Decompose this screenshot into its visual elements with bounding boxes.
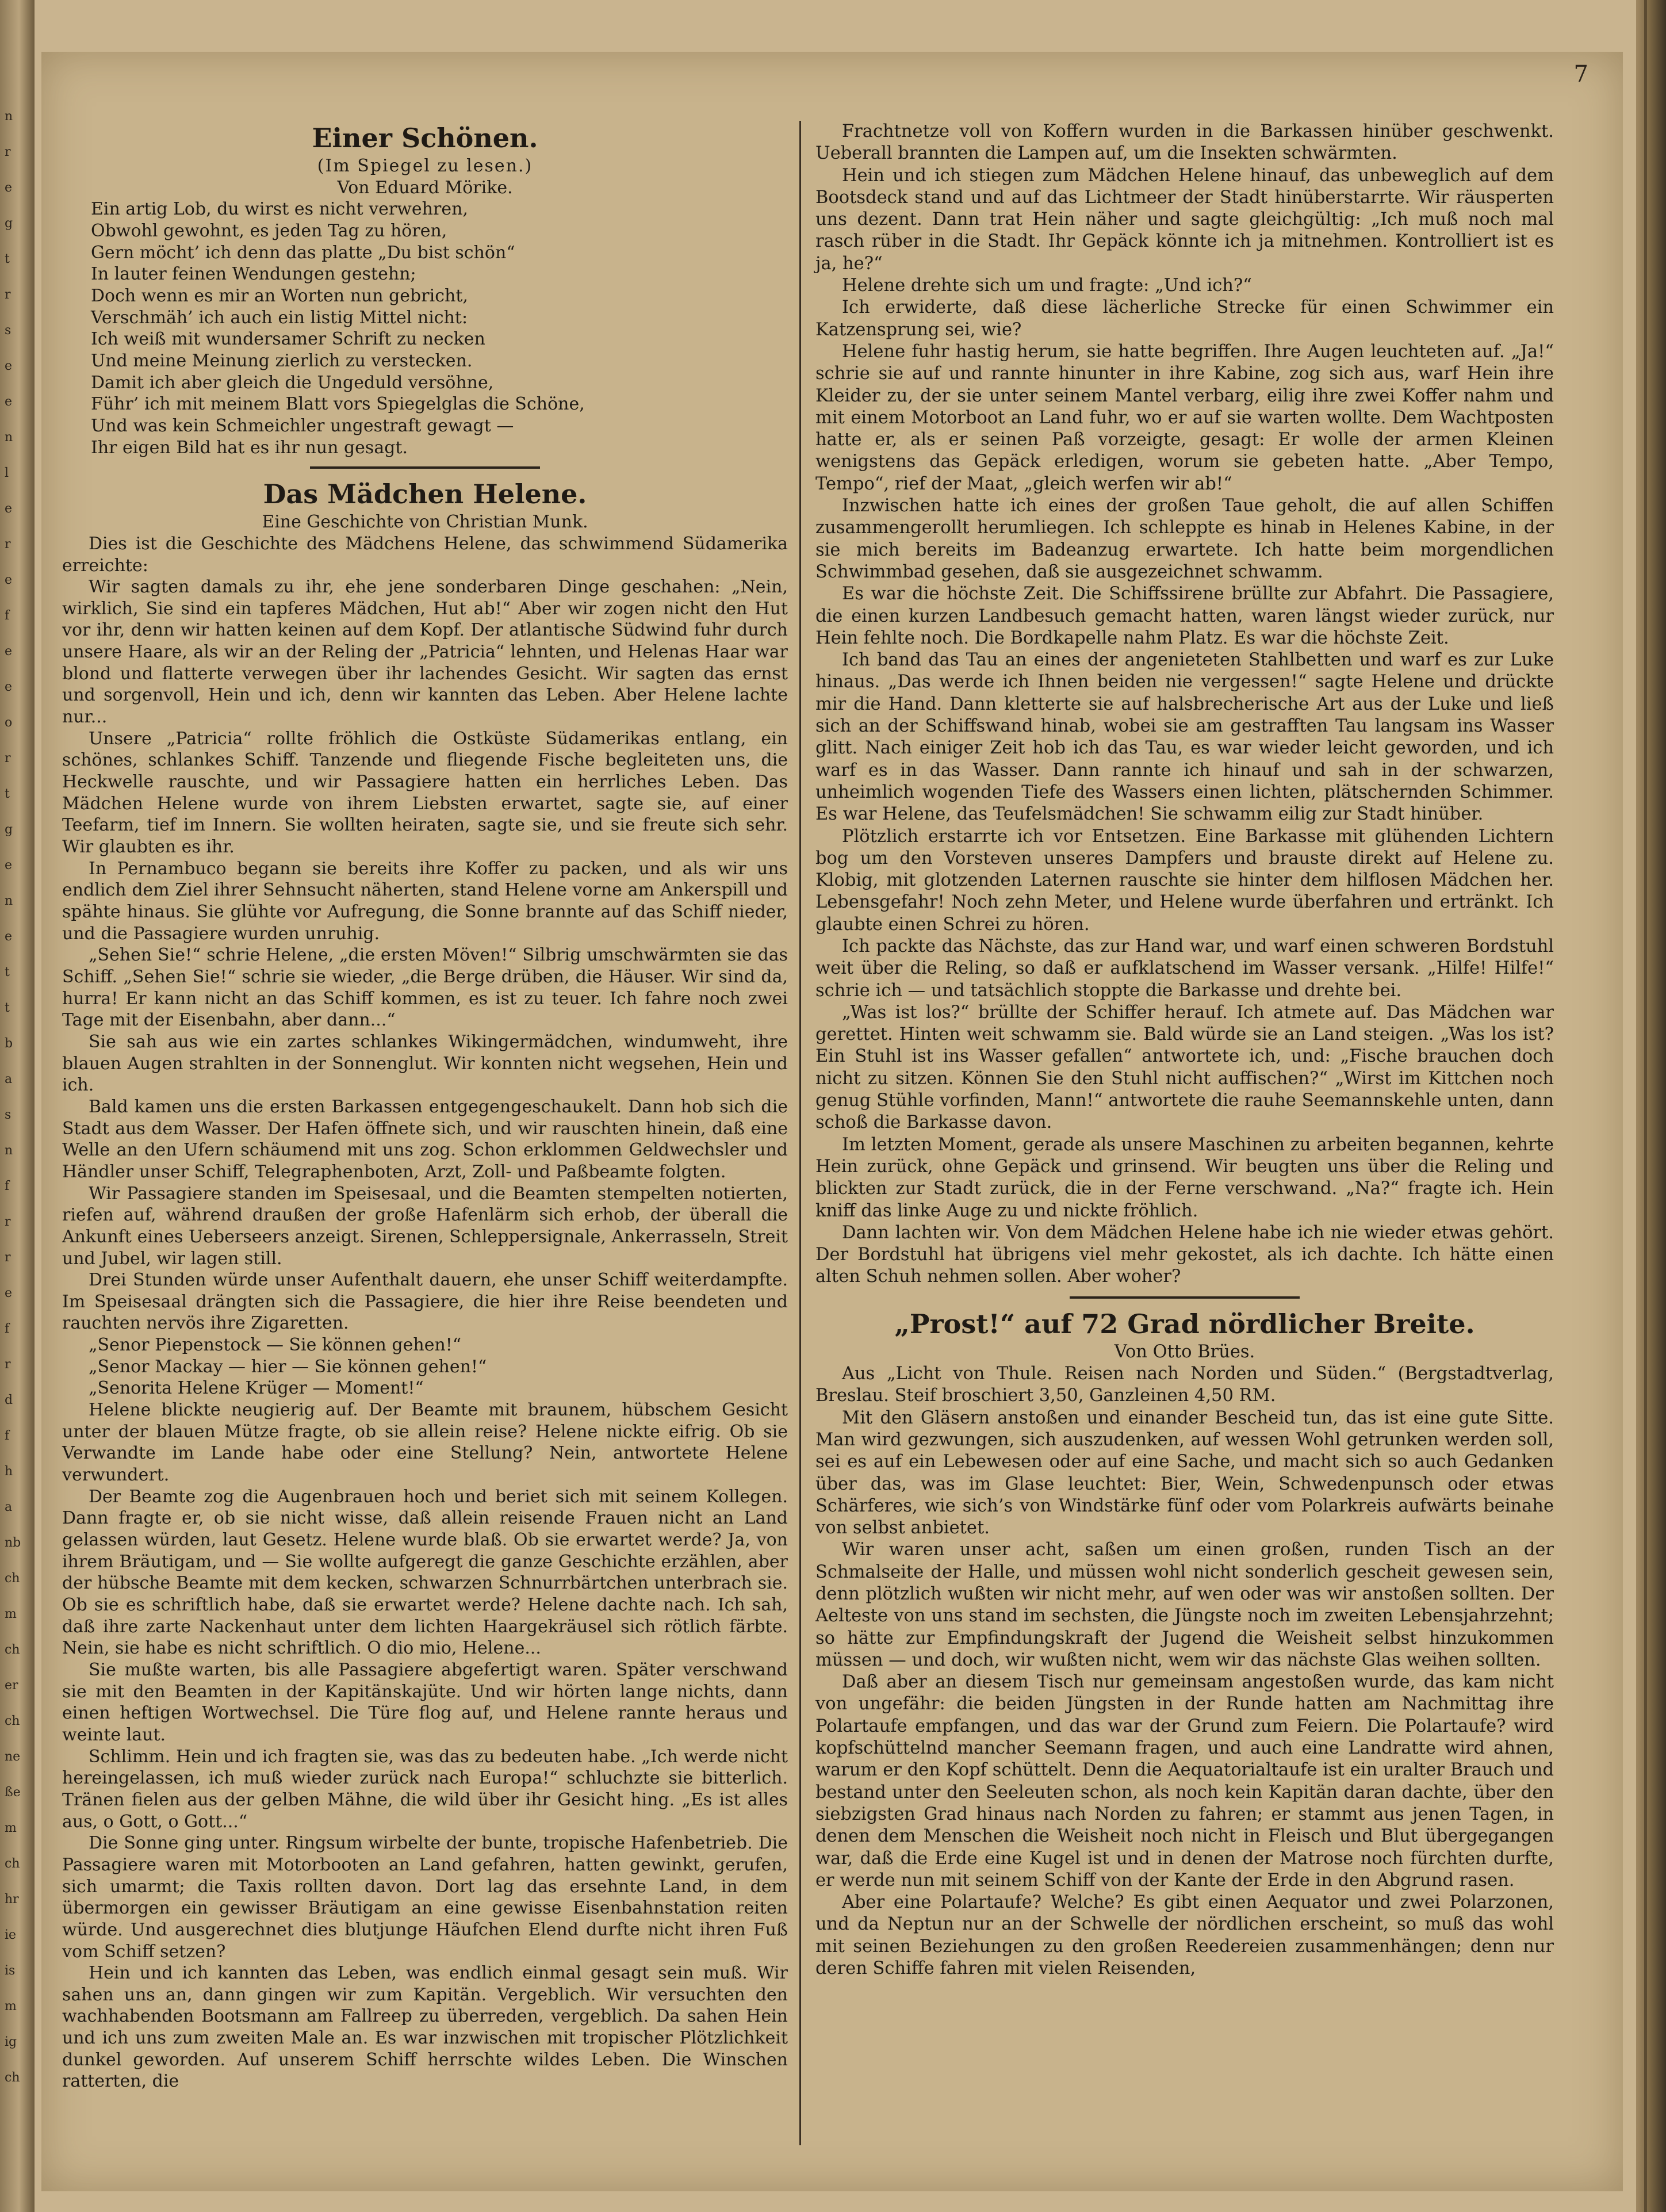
poem-line: Doch wenn es mir an Worten nun gebricht, <box>91 285 468 306</box>
story-paragraph: „Senorita Helene Krüger — Moment!“ <box>89 1378 424 1399</box>
left-column <box>62 121 788 2092</box>
story-text-left <box>62 533 788 2092</box>
previous-page-fragment: b <box>5 1036 13 1051</box>
previous-page-fragment: a <box>5 1072 13 1086</box>
previous-page-fragment: ie <box>5 1928 17 1942</box>
previous-page-fragment: m <box>5 1999 17 2014</box>
poem-line: In lauter feinen Wendungen gestehn; <box>91 264 416 285</box>
previous-page-fragment: e <box>5 181 13 195</box>
previous-page-fragment: ig <box>5 2035 17 2049</box>
page-number: 7 <box>1573 61 1588 87</box>
previous-page-fragment: g <box>5 216 13 231</box>
poem-line: Ein artig Lob, du wirst es nicht verwehren, <box>91 199 468 220</box>
previous-page-fragment: d <box>5 1393 13 1407</box>
poem-lines <box>62 198 788 458</box>
story-paragraph: Plötzlich erstarrte ich vor Entsetzen. Eine Barkasse mit glühenden Lichtern bog um den Vorsteven unseres Dampfers und brauste direkt auf Helene zu. Klobig, mit glotzenden Laternen rauschte sie hinter dem hilflosen Mädchen her. Lebensgefahr! Noch zehn Meter, und Helene wurde überfahren und ertränkt. Ich glaubte einen Schrei zu hören. <box>815 826 1554 935</box>
previous-page-fragment: ne <box>5 1750 21 1764</box>
story-paragraph: Inzwischen hatte ich eines der großen Taue geholt, die auf allen Schiffen zusammengerollt herumliegen. Ich schleppte es hinab in Helenes Kabine, in der sie mich bereits im Badeanzug erwartete. Ich hatte beim morgendlichen Schwimmbad gesehen, daß sie ausgezeichnet schwamm. <box>815 496 1554 582</box>
previous-page-edge <box>0 0 35 2212</box>
previous-page-fragment: r <box>5 1215 11 1229</box>
previous-page-fragment: m <box>5 1821 17 1835</box>
previous-page-fragment: s <box>5 323 12 338</box>
story-paragraph: Helene drehte sich um und fragte: „Und ich?“ <box>842 275 1252 296</box>
story-paragraph: Ich band das Tau an eines der angenieteten Stahlbetten und warf es zur Luke hinaus. „Das werde ich Ihnen beiden nie vergessen!“ sagte Helene und drückte mir die Hand. Dann kletterte sie auf halsbrecherische Art aus der Luke und ließ sich an der Schiffswand hinab, wobei sie am gestrafften Tau langsam ins Wasser glitt. Nach einiger Zeit hob ich das Tau, es war wieder leicht geworden, und ich warf es in das Wasser. Dann rannte ich hinauf und sah in der schwarzen, unheimlich wogenden Tiefe des Wassers einen lichten, plätschernden Schimmer. Es war Helene, das Teufelsmädchen! Sie schwamm eilig zur Stadt hinüber. <box>815 650 1554 825</box>
previous-page-fragment: ch <box>5 1571 20 1586</box>
previous-page-fragment: er <box>5 1678 18 1693</box>
previous-page-fragment: m <box>5 1607 17 1621</box>
right-column <box>815 121 1554 1980</box>
poem-title: Einer Schönen. <box>312 123 538 154</box>
story-paragraph: Ich packte das Nächste, das zur Hand war, und warf einen schweren Bordstuhl weit über die Reling, so daß er aufklatschend im Wasser versank. „Hilfe! Hilfe!“ schrie ich — und tatsächlich stoppte die Barkasse und drehte bei. <box>815 936 1554 1001</box>
section-rule <box>310 466 540 469</box>
previous-page-fragment: a <box>5 1500 13 1514</box>
previous-page-fragment: e <box>5 359 13 373</box>
poem-line: Und was kein Schmeichler ungestraft gewagt — <box>91 415 514 436</box>
previous-page-fragment: t <box>5 787 10 801</box>
previous-page-fragment: e <box>5 644 13 659</box>
poem <box>62 121 788 458</box>
story-title: Das Mädchen Helene. <box>263 479 587 510</box>
previous-page-fragment: e <box>5 858 13 872</box>
previous-page-fragment: f <box>5 1179 10 1193</box>
previous-page-fragment: n <box>5 109 13 124</box>
previous-page-fragment: t <box>5 1001 10 1015</box>
previous-page-fragment: e <box>5 395 13 409</box>
previous-page-fragment: nb <box>5 1536 21 1550</box>
previous-page-fragment: r <box>5 537 11 552</box>
poem-line: Ihr eigen Bild hat es ihr nun gesagt. <box>91 437 408 458</box>
story-paragraph: „Senor Piepenstock — Sie können gehen!“ <box>89 1335 462 1356</box>
story-paragraph: Ich erwiderte, daß diese lächerliche Strecke für einen Schwimmer ein Katzensprung sei, wie? <box>815 297 1554 340</box>
previous-page-fragment: e <box>5 929 13 944</box>
previous-page-fragment: hr <box>5 1892 19 1907</box>
previous-page-fragment: e <box>5 502 13 516</box>
previous-page-fragment: s <box>5 1108 12 1122</box>
previous-page-fragment: ch <box>5 1857 20 1871</box>
poem-line: Führ’ ich mit meinem Blatt vors Spiegelglas die Schöne, <box>91 394 585 415</box>
story-paragraph: Im letzten Moment, gerade als unsere Maschinen zu arbeiten begannen, kehrte Hein zurück, ohne Gepäck und grinsend. Wir beugten uns über die Reling und blickten zur Stadt zurück, die in der Ferne verschwand. „Na?“ fragte ich. Hein kniff das linke Auge zu und nickte fröhlich. <box>815 1134 1554 1221</box>
story-paragraph: Dann lachten wir. Von dem Mädchen Helene habe ich nie wieder etwas gehört. Der Bordstuhl hat übrigens viel mehr gekostet, als ich dachte. Ich hätte einen alten Schuh nehmen sollen. Aber woher? <box>815 1222 1554 1287</box>
story-paragraph: Bald kamen uns die ersten Barkassen entgegengeschaukelt. Dann hob sich die Stadt aus dem Wasser. Der Hafen öffnete sich, und wir rauschten hinein, daß eine Welle an den Ufern schäumend mit uns zog. Schon erklommen Geldwechsler und Händler unser Schiff, Telegraphenboten, Arzt, Zoll- und Paßbeamte folgten. <box>62 1096 788 1182</box>
story-paragraph: Sie mußte warten, bis alle Passagiere abgefertigt waren. Später verschwand sie mit den Beamten in der Kapitänskajüte. Und wir hörten lange nichts, dann einen heftigen Wortwechsel. Die Türe flog auf, und Helene rannte heraus und weinte laut. <box>62 1659 788 1745</box>
poem-line: Gern möcht’ ich denn das platte „Du bist schön“ <box>91 242 515 263</box>
article-byline: Von Otto Brües. <box>1114 1341 1255 1362</box>
story-paragraph: „Sehen Sie!“ schrie Helene, „die ersten Möven!“ Silbrig umschwärmten sie das Schiff. „Sehen Sie!“ schrie sie wieder, „die Berge drüben, die Häuser. Wir sind da, hurra! Er kann nicht an das Schiff kommen, es ist zu teuer. Ich fahre noch zwei Tage mit der Eisenbahn, aber dann...“ <box>62 945 788 1031</box>
poem-line: Verschmäh’ ich auch ein listig Mittel nicht: <box>91 307 468 328</box>
newspaper-page <box>41 52 1623 2191</box>
previous-page-fragment: ch <box>5 1643 20 1657</box>
story-paragraph: Helene fuhr hastig herum, sie hatte begriffen. Ihre Augen leuchteten auf. „Ja!“ schrie sie auf und rannte hinunter in ihre Kabine, zog sich aus, warf Hein ihre Kleider zu, der sie unter seinem Mantel verbarg, eilig ihre zwei Koffer nahm und mit einem Motorboot an Land fuhr, wo er auf sie warten wollte. Dem Wachtposten hatte er, als er seinen Paß vorzeigte, gesagt: Er wolle der armen Kleinen wenigstens das Gepäck erledigen, worum sie gebeten hatte. „Aber Tempo, Tempo“, rief der Maat, „gleich werfen wir ab!“ <box>815 341 1554 494</box>
previous-page-fragment: e <box>5 1286 13 1300</box>
article-paragraph: Daß aber an diesem Tisch nur gemeinsam angestoßen wurde, das kam nicht von ungefähr: die beiden Jüngsten in der Runde hatten am Nachmittag ihre Polartaufe empfangen, und das war der Grund zum Feiern. Die Polartaufe? wird kopfschüttelnd mancher Seemann fragen, und auch eine Landratte wird ahnen, warum er den Kopf schüttelt. Denn die Aequatorialtaufe ist ein uralter Brauch und bestand unter den Seeleuten schon, als noch kein Kapitän daran dachte, über den siebzigsten Grad hinaus nach Norden zu fahren; er stammt aus jenen Tagen, in denen dem Menschen die Weisheit noch nicht in Fleisch und Blut übergegangen war, daß die Erde eine Kugel ist und in denen der Matrose noch fürchten durfte, er werde nun mit seinem Schiff von der Kante der Erde in den Abgrund rasen. <box>815 1672 1554 1890</box>
previous-page-fragment: ch <box>5 2071 20 2085</box>
previous-page-fragment: h <box>5 1464 13 1479</box>
article-paragraph: Wir waren unser acht, saßen um einen großen, runden Tisch an der Schmalseite der Halle, und müssen wohl nicht sonderlich gescheit gewesen sein, denn plötzlich wußten wir nicht mehr, auf wen oder was wir anstoßen sollten. Der Aelteste von uns stand im sechsten, die Jüngste noch im zweiten Lebensjahrzehnt; so hätte zur Empfindungskraft der Jugend die Weisheit selbst hinzukommen müssen — und doch, wir wußten nicht, wem wir das nächste Glas weihen sollten. <box>815 1540 1554 1670</box>
story-paragraph: Der Beamte zog die Augenbrauen hoch und beriet sich mit seinem Kollegen. Dann fragte er, ob sie nicht wisse, daß allein reisende Frauen nicht an Land gelassen würden, laut Gesetz. Helene wurde blaß. Ob sie erwartet werde? Ja, von ihrem Bräutigam, und — Sie wollte aufgeregt die ganze Geschichte erzählen, aber der hübsche Beamte mit dem kecken, schwarzen Schnurrbärtchen unterbrach sie. Ob sie es schriftlich habe, daß sie erwartet werde? Helene dachte nach. Ich sah, daß ihre zarte Nackenhaut unter dem lichten Haargekräusel sich rötlich färbte. Nein, sie habe es nicht schriftlich. O dio mio, Helene... <box>62 1486 788 1659</box>
article-title: „Prost!“ auf 72 Grad nördlicher Breite. <box>894 1308 1475 1340</box>
previous-page-fragment: e <box>5 680 13 694</box>
poem-line: Ich weiß mit wundersamer Schrift zu necken <box>91 329 485 350</box>
previous-page-fragment: n <box>5 894 13 908</box>
previous-page-fragment: r <box>5 288 11 302</box>
story-paragraph: Wir Passagiere standen im Speisesaal, und die Beamten stempelten notierten, riefen auf, während draußen der große Hafenlärm sich erhob, der überall die Ankunft eines Ueberseers anzeigt. Sirenen, Schleppersignale, Ankerrasseln, Streit und Jubel, wir lagen still. <box>62 1183 788 1269</box>
poem-byline: Von Eduard Mörike. <box>337 177 513 198</box>
article-paragraph: Aber eine Polartaufe? Welche? Es gibt einen Aequator und zwei Polarzonen, und da Neptun nur an der Schwelle der nördlichen erscheint, so muß das wohl mit seinen Beziehungen zu den großen Reedereien zusammenhängen; denn nur deren Schiffe fahren mit vielen Reisenden, <box>815 1892 1554 1979</box>
story-byline: Eine Geschichte von Christian Munk. <box>262 512 588 533</box>
poem-line: Obwohl gewohnt, es jeden Tag zu hören, <box>91 220 447 241</box>
book-spine-edge <box>1636 0 1666 2212</box>
story-paragraph: Schlimm. Hein und ich fragten sie, was das zu bedeuten habe. „Ich werde nicht hereingelassen, ich muß wieder zurück nach Europa!“ schluchzte sie bitterlich. Tränen fielen aus der gelben Mähne, die wild über ihr Gesicht hing. „Es ist alles aus, o Gott, o Gott...“ <box>62 1746 788 1832</box>
previous-page-fragment: ch <box>5 1714 20 1728</box>
story-paragraph: Hein und ich stiegen zum Mädchen Helene hinauf, das unbeweglich auf dem Bootsdeck stand und auf das Lichtmeer der Stadt hinüberstarrte. Wir räusperten uns dezent. Dann trat Hein näher und sagte gleichgültig: „Ich muß noch mal rasch rüber in die Stadt. Ihr Gepäck könnte ich ja mitnehmen. Kontrolliert ist es ja, he?“ <box>815 165 1554 274</box>
story-paragraph: In Pernambuco begann sie bereits ihre Koffer zu packen, und als wir uns endlich dem Ziel ihrer Sehnsucht näherten, stand Helene vorne am Ankerspill und spähte hinaus. Sie glühte vor Aufregung, die Sonne brannte auf das Schiff nieder, und die Passagiere wurden unruhig. <box>62 858 788 944</box>
column-divider <box>799 121 801 2145</box>
previous-page-fragment: r <box>5 1357 11 1372</box>
previous-page-fragment: e <box>5 573 13 587</box>
previous-page-fragment: f <box>5 1429 10 1443</box>
story-paragraph: Helene blickte neugierig auf. Der Beamte mit braunem, hübschem Gesicht unter der blauen Mütze fragte, ob sie allein reise? Helene nickte eifrig. Ob sie Verwandte im Lande habe oder eine Stellung? Nein, antwortete Helene verwundert. <box>62 1400 788 1486</box>
previous-page-fragment: ße <box>5 1785 21 1800</box>
previous-page-fragment: r <box>5 751 11 766</box>
article-paragraph: Mit den Gläsern anstoßen und einander Bescheid tun, das ist eine gute Sitte. Man wird gezwungen, sich auszudenken, auf wessen Wohl getrunken werden soll, sei es auf ein Lebewesen oder auf eine Sache, und macht sich so auch Gedanken über das, was im Glase leuchtet: Bier, Wein, Schwedenpunsch oder etwas Schärferes, wie sich’s von Windstärke fünf oder vom Polarkreis aufwärts beinahe von selbst anbietet. <box>815 1407 1554 1539</box>
previous-page-fragment: f <box>5 609 10 623</box>
previous-page-fragment: g <box>5 822 13 837</box>
poem-line: Und meine Meinung zierlich zu verstecken. <box>91 350 473 371</box>
story-paragraph: Frachtnetze voll von Koffern wurden in die Barkassen hinüber geschwenkt. Ueberall brannten die Lampen auf, um die Insekten schwärmten. <box>815 121 1554 164</box>
previous-page-fragment: l <box>5 466 9 480</box>
previous-page-fragment: t <box>5 252 10 266</box>
story-paragraph: „Senor Mackay — hier — Sie können gehen!“ <box>89 1356 487 1377</box>
story-paragraph: Es war die höchste Zeit. Die Schiffssirene brüllte zur Abfahrt. Die Passagiere, die einen kurzen Landbesuch gemacht hatten, waren längst wieder zurück, nur Hein fehlte noch. Die Bordkapelle nahm Platz. Es war die höchste Zeit. <box>815 584 1554 648</box>
story <box>62 477 788 2092</box>
story-paragraph: Wir sagten damals zu ihr, ehe jene sonderbaren Dinge geschahen: „Nein, wirklich, Sie sind ein tapferes Mädchen, Hut ab!“ Aber wir zogen nicht den Hut vor ihr, denn wir hatten keinen auf dem Kopf. Der atlantische Südwind fuhr durch unsere Haare, als wir an der Reling der „Patricia“ lehnten, und Helenas Haar war blond und flatterte verwegen über ihr lachendes Gesicht. Wir sagten das ernst und sorgenvoll, Hein und ich, denn wir kannten das Leben. Aber Helene lachte nur... <box>62 577 788 728</box>
poem-line: Damit ich aber gleich die Ungeduld versöhne, <box>91 372 494 393</box>
previous-page-fragment: r <box>5 1250 11 1265</box>
story-text-right <box>815 121 1554 1288</box>
previous-page-fragment: f <box>5 1322 10 1336</box>
section-rule <box>1070 1296 1300 1299</box>
previous-page-fragment: o <box>5 715 13 730</box>
previous-page-fragment: r <box>5 145 11 159</box>
article-text <box>815 1407 1554 1980</box>
previous-page-fragment: n <box>5 430 13 445</box>
previous-page-fragment: is <box>5 1964 16 1978</box>
article-source: Aus „Licht von Thule. Reisen nach Norden und Süden.“ (Bergstadtverlag, Breslau. Steif broschiert 3,50, Ganzleinen 4,50 RM. <box>815 1364 1554 1406</box>
story-paragraph: „Was ist los?“ brüllte der Schiffer herauf. Ich atmete auf. Das Mädchen war gerettet. Hinten weit schwamm sie. Bald würde sie an Land steigen. „Was los ist? Ein Stuhl ist ins Wasser gefallen“ antwortete ich, und: „Fische brauchen doch nicht zu sitzen. Können Sie den Stuhl nicht auffischen?“ „Wirst im Kittchen noch genug Stühle vorfinden, Mann!“ antwortete die rauhe Seemannskehle unten, dann schoß die Barkasse davon. <box>815 1002 1554 1133</box>
story-paragraph: Dies ist die Geschichte des Mädchens Helene, das schwimmend Südamerika erreichte: <box>62 533 788 576</box>
article <box>815 1307 1554 1980</box>
previous-page-fragment: t <box>5 965 10 979</box>
story-paragraph: Sie sah aus wie ein zartes schlankes Wikingermädchen, windumweht, ihre blauen Augen strahlten in der Sonnenglut. Wir konnten nicht wegsehen, Hein und ich. <box>62 1031 788 1096</box>
previous-page-fragment: n <box>5 1143 13 1158</box>
story-paragraph: Drei Stunden würde unser Aufenthalt dauern, ehe unser Schiff weiterdampfte. Im Speisesaal drängten sich die Passagiere, die hier ihre Reise beendeten und rauchten nervös ihre Zigaretten. <box>62 1270 788 1334</box>
poem-subtitle: (Im Spiegel zu lesen.) <box>317 156 533 176</box>
story-paragraph: Unsere „Patricia“ rollte fröhlich die Ostküste Südamerikas entlang, ein schönes, schlankes Schiff. Tanzende und fliegende Fische begleiteten uns, die Heckwelle rauschte, und wir Passagiere hatten ein herrliches Leben. Das Mädchen Helene wurde von ihrem Liebsten erwartet, sagte sie, auf einer Teefarm, tief im Innern. Sie wollten heiraten, sagte sie, und sie freute sich sehr. Wir glaubten es ihr. <box>62 728 788 858</box>
story-paragraph: Die Sonne ging unter. Ringsum wirbelte der bunte, tropische Hafenbetrieb. Die Passagiere waren mit Motorbooten an Land gefahren, hatten gewinkt, gerufen, sich umarmt; die Taxis rollten davon. Dort lag das ersehnte Land, in dem übermorgen ein gewisser Bräutigam an eine gewisse Eisenbahnstation reiten würde. Und ausgerechnet dies blutjunge Häufchen Elend durfte nicht ihren Fuß vom Schiff setzen? <box>62 1833 788 1962</box>
story-paragraph: Hein und ich kannten das Leben, was endlich einmal gesagt sein muß. Wir sahen uns an, dann gingen wir zum Kapitän. Vergeblich. Wir versuchten den wachhabenden Bootsmann am Fallreep zu überreden, vergeblich. Da sahen Hein und ich uns zum zweiten Male an. Es war inzwischen mit tropischer Plötzlichkeit dunkel geworden. Auf unserem Schiff herrschte wildes Leben. Die Winschen ratterten, die <box>62 1963 788 2092</box>
